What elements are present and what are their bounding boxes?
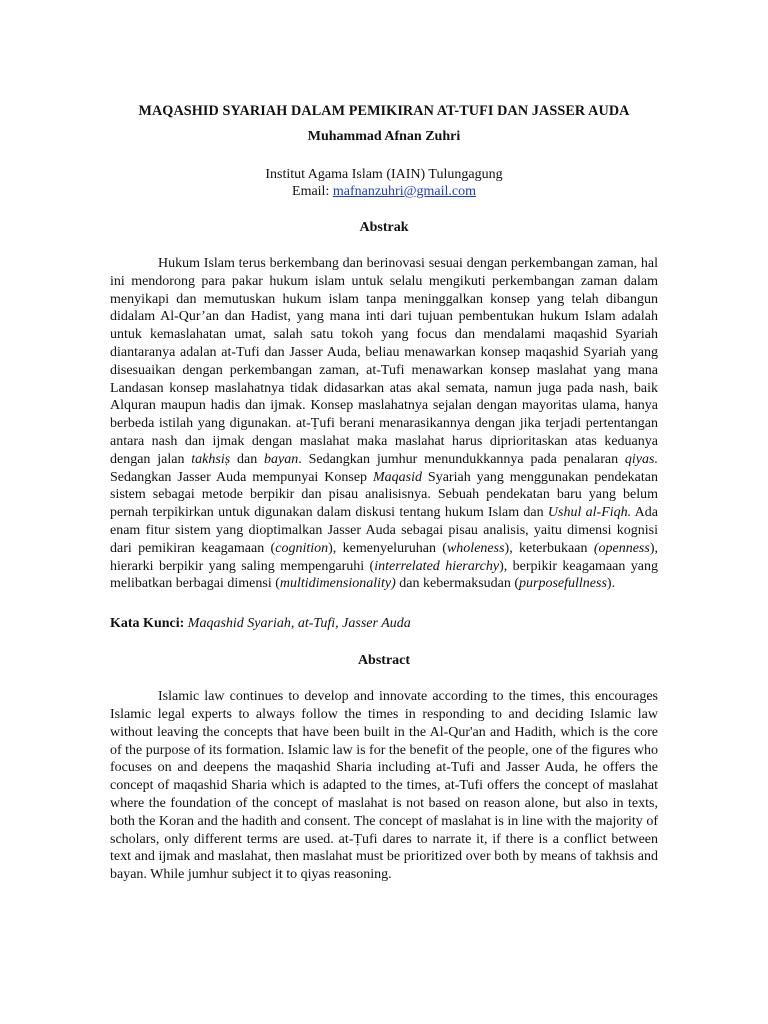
abstrak-text: Syariah yang menggunakan pendekatan sistem sebagai metode berpikir dan pisau analisisnya. Sebuah pendekatan baru yang belum pernah terpikirkan untuk digunakan dalam diskusi tentang hukum Islam dan — [110, 469, 658, 521]
author-affiliation: Institut Agama Islam (IAIN) Tulungagung — [265, 167, 503, 182]
keywords-label: Kata Kunci: — [110, 616, 185, 632]
abstrak-text: Hukum Islam terus berkembang dan berinovasi sesuai dengan perkembangan zaman, hal ini mendorong para pakar hukum islam untuk selalu mengikuti perkembangan zaman dalam menyikapi dan memutuskan hukum islam tanpa meninggalkan konsep yang telah dibangun didalam Al-Qur’an dan Hadist, yang mana inti dari tujuan pembentukan hukum Islam adalah untuk kemaslahatan umat, salah satu tokoh yang focus dan mendalami maqashid Syariah diantaranya adalan at-Tufi dan Jasser Auda, beliau menawarkan konsep maqashid Syariah yang disesuaikan dengan perkembangan zaman, at-Tufi menawarkan konsep maslahat yang mana Landasan konsep maslahatnya tidak didasarkan atas akal semata, namun juga pada nash, baik Alquran maupun hadis dan ijmak. Konsep maslahatnya sejalan dengan mayoritas ulama, hanya berbeda istilah yang digunakan. at-Ṭufi berani menarasikannya dengan jika terjadi pertentangan antara nash dan ijmak dengan maslahat maka maslahat harus diprioritaskan atas keduanya dengan jalan — [110, 256, 658, 467]
abstrak-text: ). — [606, 576, 616, 592]
keywords-value: Maqashid Syariah, at-Tufi, Jasser Auda — [187, 616, 411, 632]
abstrak-term: Ushul al-Fiqh. — [547, 505, 632, 521]
abstract-paragraph: Islamic law continues to develop and innovate according to the times, this encourages Islamic legal experts to always follow the times in responding to and deciding Islamic law without leaving the concepts that have been built in the Al-Qur'an and Hadith, which is the core of the purpose of its formation. Islamic law is for the benefit of the people, one of the figures who focuses on and deepens the maqashid Sharia including at-Tufi and Jasser Auda, he offers the concept of maqashid Sharia which is adapted to the times, at-Tufi offers the concept of maslahat where the foundation of the concept of maslahat is not based on reason alone, but also in texts, both the Koran and the hadith and consent. The concept of maslahat is in line with the majority of scholars, only different terms are used. at-Ṭufi dares to narrate it, if there is a conflict between text and ijmak and maslahat, then maslahat must be prioritized over both by means of takhsis and bayan. While jumhur subject it to qiyas reasoning. — [110, 689, 658, 883]
abstrak-term: takhsiṣ — [191, 451, 231, 467]
abstrak-term: multidimensionality) — [279, 576, 396, 592]
abstract-heading: Abstract — [357, 653, 411, 669]
abstrak-term: bayan — [264, 451, 299, 467]
abstrak-text: ), kemenyeluruhan ( — [328, 540, 447, 556]
keywords-line — [110, 615, 658, 633]
abstrak-text: Ada enam fitur sistem yang dioptimalkan Jasser Auda sebagai pisau analisis, yaitu dimensi kognisi dari pemikiran keagamaan ( — [110, 505, 658, 556]
abstrak-heading: Abstrak — [359, 220, 409, 235]
abstrak-term: qiyas. — [624, 451, 658, 467]
abstrak-term: wholeness — [446, 540, 505, 556]
email-label: Email: — [292, 184, 330, 199]
abstrak-text: ), keterbukaan — [504, 540, 594, 556]
author-email-line — [110, 183, 658, 200]
abstrak-text: ), berpikir keagamaan yang melibatkan berbagai dimensi ( — [110, 558, 658, 592]
abstrak-text: . Sedangkan jumhur menundukkannya pada penalaran — [298, 451, 625, 467]
abstrak-term: Maqasid — [372, 469, 422, 485]
author-name: Muhammad Afnan Zuhri — [307, 129, 461, 144]
abstrak-text: dan kebermaksudan ( — [395, 576, 520, 592]
abstrak-text: Sedangkan Jasser Auda mempunyai Konsep — [110, 469, 373, 485]
paper-title: MAQASHID SYARIAH DALAM PEMIKIRAN AT-TUFI DAN JASSER AUDA — [138, 103, 630, 119]
abstrak-term: (openness — [593, 540, 650, 556]
abstrak-text: dan — [230, 451, 265, 467]
abstrak-term: cognition — [275, 540, 329, 556]
abstrak-paragraph — [110, 255, 658, 593]
email-link[interactable]: mafnanzuhri@gmail.com — [332, 184, 476, 199]
abstrak-term: purposefullness — [519, 576, 607, 592]
abstrak-text: ), hierarki berpikir yang saling mempengaruhi ( — [110, 540, 658, 574]
abstrak-term: interrelated hierarchy — [374, 558, 500, 574]
